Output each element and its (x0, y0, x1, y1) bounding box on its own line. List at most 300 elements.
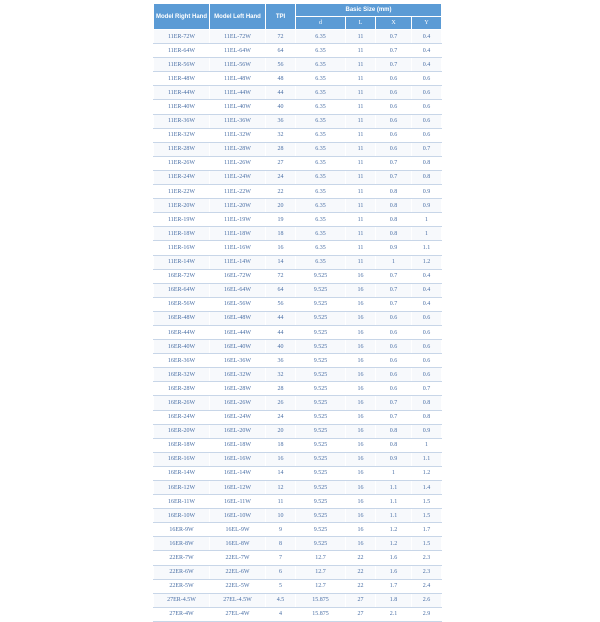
cell-tpi: 22 (266, 185, 296, 199)
cell-model-right: 16ER-40W (154, 340, 210, 354)
cell-tpi: 28 (266, 382, 296, 396)
cell-l: 11 (346, 58, 376, 72)
cell-x: 1.6 (376, 551, 412, 565)
table-row (154, 565, 442, 579)
cell-l: 11 (346, 128, 376, 142)
cell-tpi: 9 (266, 523, 296, 537)
cell-model-left: 16EL-44W (210, 325, 266, 339)
cell-x: 0.6 (376, 86, 412, 100)
cell-tpi: 16 (266, 241, 296, 255)
cell-model-left: 16EL-64W (210, 283, 266, 297)
cell-d: 6.35 (296, 199, 346, 213)
cell-d: 6.35 (296, 58, 346, 72)
cell-tpi: 20 (266, 199, 296, 213)
table-row (154, 424, 442, 438)
cell-x: 0.8 (376, 213, 412, 227)
cell-tpi: 24 (266, 410, 296, 424)
cell-tpi: 44 (266, 86, 296, 100)
cell-tpi: 32 (266, 368, 296, 382)
cell-model-left: 22EL-7W (210, 551, 266, 565)
cell-model-right: 11ER-16W (154, 241, 210, 255)
cell-model-left: 16EL-11W (210, 495, 266, 509)
cell-model-right: 16ER-64W (154, 283, 210, 297)
cell-d: 12.7 (296, 579, 346, 593)
cell-x: 0.6 (376, 128, 412, 142)
cell-d: 6.35 (296, 30, 346, 44)
cell-x: 0.6 (376, 325, 412, 339)
cell-model-left: 11EL-40W (210, 100, 266, 114)
cell-l: 11 (346, 142, 376, 156)
header-basic-size: Basic Size (mm) (296, 4, 442, 17)
table-row (154, 607, 442, 621)
cell-d: 6.35 (296, 100, 346, 114)
table-row (154, 551, 442, 565)
table-row (154, 593, 442, 607)
cell-model-left: 11EL-14W (210, 255, 266, 269)
cell-d: 9.525 (296, 452, 346, 466)
table-row (154, 509, 442, 523)
table-row (154, 354, 442, 368)
cell-model-left: 11EL-16W (210, 241, 266, 255)
cell-tpi: 36 (266, 354, 296, 368)
cell-y: 0.4 (412, 58, 442, 72)
cell-y: 0.6 (412, 114, 442, 128)
cell-x: 0.8 (376, 424, 412, 438)
cell-tpi: 48 (266, 72, 296, 86)
table-row (154, 114, 442, 128)
cell-l: 16 (346, 354, 376, 368)
table-row (154, 128, 442, 142)
cell-y: 1.2 (412, 466, 442, 480)
cell-d: 9.525 (296, 382, 346, 396)
cell-l: 11 (346, 44, 376, 58)
cell-d: 12.7 (296, 551, 346, 565)
cell-y: 0.6 (412, 325, 442, 339)
cell-model-left: 11EL-28W (210, 142, 266, 156)
cell-y: 0.8 (412, 396, 442, 410)
header-y: Y (412, 17, 442, 30)
cell-l: 11 (346, 114, 376, 128)
cell-d: 6.35 (296, 114, 346, 128)
cell-model-left: 11EL-22W (210, 185, 266, 199)
header-x: X (376, 17, 412, 30)
table-row (154, 185, 442, 199)
cell-d: 9.525 (296, 325, 346, 339)
cell-model-left: 11EL-20W (210, 199, 266, 213)
cell-x: 0.7 (376, 283, 412, 297)
cell-model-left: 16EL-16W (210, 452, 266, 466)
cell-l: 11 (346, 30, 376, 44)
cell-model-left: 16EL-8W (210, 537, 266, 551)
cell-y: 0.8 (412, 410, 442, 424)
cell-d: 9.525 (296, 368, 346, 382)
cell-x: 0.6 (376, 340, 412, 354)
cell-x: 0.7 (376, 58, 412, 72)
table-row (154, 311, 442, 325)
cell-model-right: 11ER-19W (154, 213, 210, 227)
cell-y: 0.6 (412, 311, 442, 325)
cell-model-right: 11ER-64W (154, 44, 210, 58)
cell-model-right: 16ER-16W (154, 452, 210, 466)
cell-model-right: 11ER-56W (154, 58, 210, 72)
table-row (154, 241, 442, 255)
cell-x: 1.6 (376, 565, 412, 579)
table-row (154, 44, 442, 58)
table-row (154, 100, 442, 114)
cell-y: 0.6 (412, 72, 442, 86)
cell-d: 9.525 (296, 410, 346, 424)
cell-d: 9.525 (296, 523, 346, 537)
cell-model-left: 16EL-14W (210, 466, 266, 480)
spec-table-container (153, 3, 441, 622)
cell-tpi: 20 (266, 424, 296, 438)
cell-x: 0.6 (376, 100, 412, 114)
cell-x: 1.2 (376, 523, 412, 537)
cell-x: 2.1 (376, 607, 412, 621)
cell-model-right: 11ER-40W (154, 100, 210, 114)
cell-tpi: 64 (266, 44, 296, 58)
cell-l: 11 (346, 86, 376, 100)
cell-y: 0.4 (412, 269, 442, 283)
table-row (154, 368, 442, 382)
header-tpi: TPI (266, 4, 296, 30)
cell-model-right: 16ER-12W (154, 481, 210, 495)
cell-model-left: 16EL-10W (210, 509, 266, 523)
cell-model-right: 16ER-14W (154, 466, 210, 480)
cell-l: 16 (346, 340, 376, 354)
cell-x: 0.8 (376, 185, 412, 199)
cell-x: 1.2 (376, 537, 412, 551)
cell-l: 16 (346, 481, 376, 495)
table-row (154, 325, 442, 339)
table-row (154, 255, 442, 269)
cell-x: 0.6 (376, 382, 412, 396)
table-row (154, 86, 442, 100)
table-row (154, 227, 442, 241)
cell-model-left: 16EL-12W (210, 481, 266, 495)
cell-d: 9.525 (296, 340, 346, 354)
cell-x: 0.6 (376, 72, 412, 86)
cell-l: 27 (346, 593, 376, 607)
cell-d: 6.35 (296, 86, 346, 100)
cell-d: 9.525 (296, 495, 346, 509)
cell-y: 1.4 (412, 481, 442, 495)
cell-d: 6.35 (296, 170, 346, 184)
header-d: d (296, 17, 346, 30)
cell-model-left: 16EL-28W (210, 382, 266, 396)
cell-l: 11 (346, 72, 376, 86)
cell-x: 0.6 (376, 311, 412, 325)
cell-x: 1.1 (376, 495, 412, 509)
cell-tpi: 6 (266, 565, 296, 579)
cell-y: 0.7 (412, 382, 442, 396)
cell-l: 16 (346, 283, 376, 297)
cell-model-left: 11EL-32W (210, 128, 266, 142)
cell-x: 0.7 (376, 410, 412, 424)
cell-x: 1 (376, 255, 412, 269)
cell-x: 0.7 (376, 170, 412, 184)
cell-y: 0.4 (412, 297, 442, 311)
table-body (154, 30, 442, 622)
cell-tpi: 64 (266, 283, 296, 297)
cell-model-right: 11ER-32W (154, 128, 210, 142)
cell-model-left: 11EL-19W (210, 213, 266, 227)
cell-x: 1.1 (376, 481, 412, 495)
cell-d: 9.525 (296, 424, 346, 438)
cell-model-left: 11EL-44W (210, 86, 266, 100)
cell-d: 9.525 (296, 438, 346, 452)
cell-x: 0.7 (376, 269, 412, 283)
table-row (154, 466, 442, 480)
cell-x: 0.9 (376, 241, 412, 255)
cell-model-left: 16EL-56W (210, 297, 266, 311)
cell-tpi: 11 (266, 495, 296, 509)
cell-tpi: 4 (266, 607, 296, 621)
cell-model-left: 16EL-18W (210, 438, 266, 452)
table-row (154, 523, 442, 537)
cell-model-left: 16EL-20W (210, 424, 266, 438)
table-row (154, 283, 442, 297)
cell-y: 0.6 (412, 128, 442, 142)
cell-y: 1.5 (412, 509, 442, 523)
cell-y: 0.8 (412, 170, 442, 184)
cell-y: 1.7 (412, 523, 442, 537)
thread-spec-table (153, 3, 442, 622)
cell-tpi: 36 (266, 114, 296, 128)
cell-model-right: 22ER-5W (154, 579, 210, 593)
cell-d: 6.35 (296, 128, 346, 142)
cell-l: 16 (346, 452, 376, 466)
cell-y: 1.5 (412, 537, 442, 551)
cell-tpi: 40 (266, 100, 296, 114)
header-model-left-hand: Model Left Hand (210, 4, 266, 30)
cell-l: 16 (346, 311, 376, 325)
cell-y: 0.4 (412, 44, 442, 58)
cell-tpi: 72 (266, 30, 296, 44)
cell-model-right: 16ER-20W (154, 424, 210, 438)
cell-d: 6.35 (296, 227, 346, 241)
table-row (154, 340, 442, 354)
cell-x: 0.6 (376, 142, 412, 156)
cell-l: 11 (346, 213, 376, 227)
table-row (154, 297, 442, 311)
cell-model-right: 11ER-48W (154, 72, 210, 86)
cell-y: 1.1 (412, 241, 442, 255)
cell-model-left: 22EL-5W (210, 579, 266, 593)
cell-l: 22 (346, 551, 376, 565)
cell-d: 6.35 (296, 255, 346, 269)
cell-y: 1.1 (412, 452, 442, 466)
cell-model-right: 16ER-8W (154, 537, 210, 551)
cell-model-right: 16ER-56W (154, 297, 210, 311)
cell-d: 9.525 (296, 537, 346, 551)
cell-tpi: 26 (266, 396, 296, 410)
cell-d: 6.35 (296, 72, 346, 86)
cell-model-left: 11EL-48W (210, 72, 266, 86)
cell-l: 16 (346, 466, 376, 480)
cell-tpi: 12 (266, 481, 296, 495)
cell-model-right: 16ER-32W (154, 368, 210, 382)
cell-y: 0.9 (412, 185, 442, 199)
cell-d: 9.525 (296, 297, 346, 311)
cell-model-right: 11ER-22W (154, 185, 210, 199)
cell-d: 9.525 (296, 509, 346, 523)
cell-l: 16 (346, 325, 376, 339)
cell-model-left: 16EL-40W (210, 340, 266, 354)
cell-model-right: 11ER-36W (154, 114, 210, 128)
cell-y: 0.8 (412, 156, 442, 170)
cell-tpi: 56 (266, 58, 296, 72)
cell-l: 11 (346, 199, 376, 213)
cell-l: 16 (346, 269, 376, 283)
cell-model-left: 11EL-36W (210, 114, 266, 128)
table-row (154, 438, 442, 452)
cell-x: 0.8 (376, 227, 412, 241)
cell-y: 0.6 (412, 86, 442, 100)
cell-d: 6.35 (296, 156, 346, 170)
table-header (154, 4, 442, 30)
cell-x: 0.7 (376, 396, 412, 410)
table-row (154, 30, 442, 44)
cell-x: 1.1 (376, 509, 412, 523)
cell-tpi: 44 (266, 311, 296, 325)
cell-model-right: 16ER-24W (154, 410, 210, 424)
cell-x: 1.7 (376, 579, 412, 593)
cell-x: 0.8 (376, 199, 412, 213)
cell-y: 1 (412, 227, 442, 241)
cell-y: 0.9 (412, 199, 442, 213)
cell-d: 15.875 (296, 607, 346, 621)
cell-l: 16 (346, 424, 376, 438)
cell-y: 0.9 (412, 424, 442, 438)
cell-y: 1.5 (412, 495, 442, 509)
cell-y: 0.4 (412, 283, 442, 297)
table-row (154, 410, 442, 424)
cell-tpi: 18 (266, 438, 296, 452)
cell-model-right: 16ER-11W (154, 495, 210, 509)
cell-model-right: 11ER-26W (154, 156, 210, 170)
cell-x: 0.6 (376, 368, 412, 382)
cell-tpi: 27 (266, 156, 296, 170)
cell-model-right: 22ER-7W (154, 551, 210, 565)
cell-d: 9.525 (296, 269, 346, 283)
cell-l: 16 (346, 495, 376, 509)
cell-model-right: 16ER-28W (154, 382, 210, 396)
table-row (154, 199, 442, 213)
cell-x: 0.7 (376, 44, 412, 58)
cell-model-left: 11EL-18W (210, 227, 266, 241)
cell-l: 11 (346, 156, 376, 170)
cell-model-right: 27ER-4.5W (154, 593, 210, 607)
cell-tpi: 14 (266, 255, 296, 269)
cell-model-left: 11EL-26W (210, 156, 266, 170)
table-row (154, 495, 442, 509)
cell-model-right: 16ER-72W (154, 269, 210, 283)
table-row (154, 58, 442, 72)
cell-x: 0.6 (376, 354, 412, 368)
table-row (154, 452, 442, 466)
cell-d: 6.35 (296, 185, 346, 199)
cell-tpi: 14 (266, 466, 296, 480)
cell-d: 12.7 (296, 565, 346, 579)
cell-model-left: 11EL-72W (210, 30, 266, 44)
cell-tpi: 56 (266, 297, 296, 311)
cell-y: 0.6 (412, 354, 442, 368)
cell-model-right: 16ER-26W (154, 396, 210, 410)
cell-model-left: 22EL-6W (210, 565, 266, 579)
cell-d: 6.35 (296, 44, 346, 58)
cell-y: 1 (412, 438, 442, 452)
cell-tpi: 18 (266, 227, 296, 241)
cell-tpi: 7 (266, 551, 296, 565)
cell-d: 9.525 (296, 354, 346, 368)
table-row (154, 142, 442, 156)
cell-tpi: 5 (266, 579, 296, 593)
cell-model-left: 16EL-72W (210, 269, 266, 283)
table-row (154, 481, 442, 495)
cell-l: 11 (346, 227, 376, 241)
cell-model-right: 11ER-18W (154, 227, 210, 241)
cell-l: 11 (346, 241, 376, 255)
cell-y: 0.6 (412, 368, 442, 382)
cell-model-right: 11ER-20W (154, 199, 210, 213)
cell-model-right: 27ER-4W (154, 607, 210, 621)
table-row (154, 156, 442, 170)
cell-d: 15.875 (296, 593, 346, 607)
cell-model-right: 11ER-44W (154, 86, 210, 100)
cell-x: 0.6 (376, 114, 412, 128)
cell-y: 0.6 (412, 340, 442, 354)
header-l: L (346, 17, 376, 30)
cell-y: 1 (412, 213, 442, 227)
cell-model-right: 16ER-48W (154, 311, 210, 325)
cell-model-right: 11ER-24W (154, 170, 210, 184)
cell-y: 2.4 (412, 579, 442, 593)
cell-model-left: 16EL-36W (210, 354, 266, 368)
cell-y: 2.6 (412, 593, 442, 607)
cell-tpi: 28 (266, 142, 296, 156)
cell-model-left: 11EL-64W (210, 44, 266, 58)
cell-tpi: 32 (266, 128, 296, 142)
cell-x: 1 (376, 466, 412, 480)
cell-l: 16 (346, 438, 376, 452)
cell-y: 0.6 (412, 100, 442, 114)
cell-tpi: 19 (266, 213, 296, 227)
cell-model-left: 16EL-24W (210, 410, 266, 424)
cell-x: 0.8 (376, 438, 412, 452)
cell-model-left: 16EL-26W (210, 396, 266, 410)
cell-tpi: 4.5 (266, 593, 296, 607)
cell-model-right: 16ER-36W (154, 354, 210, 368)
cell-l: 11 (346, 170, 376, 184)
cell-model-right: 16ER-9W (154, 523, 210, 537)
cell-x: 1.8 (376, 593, 412, 607)
cell-l: 16 (346, 410, 376, 424)
cell-model-right: 22ER-6W (154, 565, 210, 579)
table-row (154, 213, 442, 227)
cell-model-left: 16EL-9W (210, 523, 266, 537)
cell-model-right: 11ER-72W (154, 30, 210, 44)
table-row (154, 537, 442, 551)
cell-l: 16 (346, 537, 376, 551)
cell-model-left: 11EL-24W (210, 170, 266, 184)
cell-l: 22 (346, 565, 376, 579)
cell-y: 2.3 (412, 551, 442, 565)
cell-d: 9.525 (296, 481, 346, 495)
cell-tpi: 16 (266, 452, 296, 466)
cell-l: 11 (346, 100, 376, 114)
cell-model-left: 27EL-4W (210, 607, 266, 621)
